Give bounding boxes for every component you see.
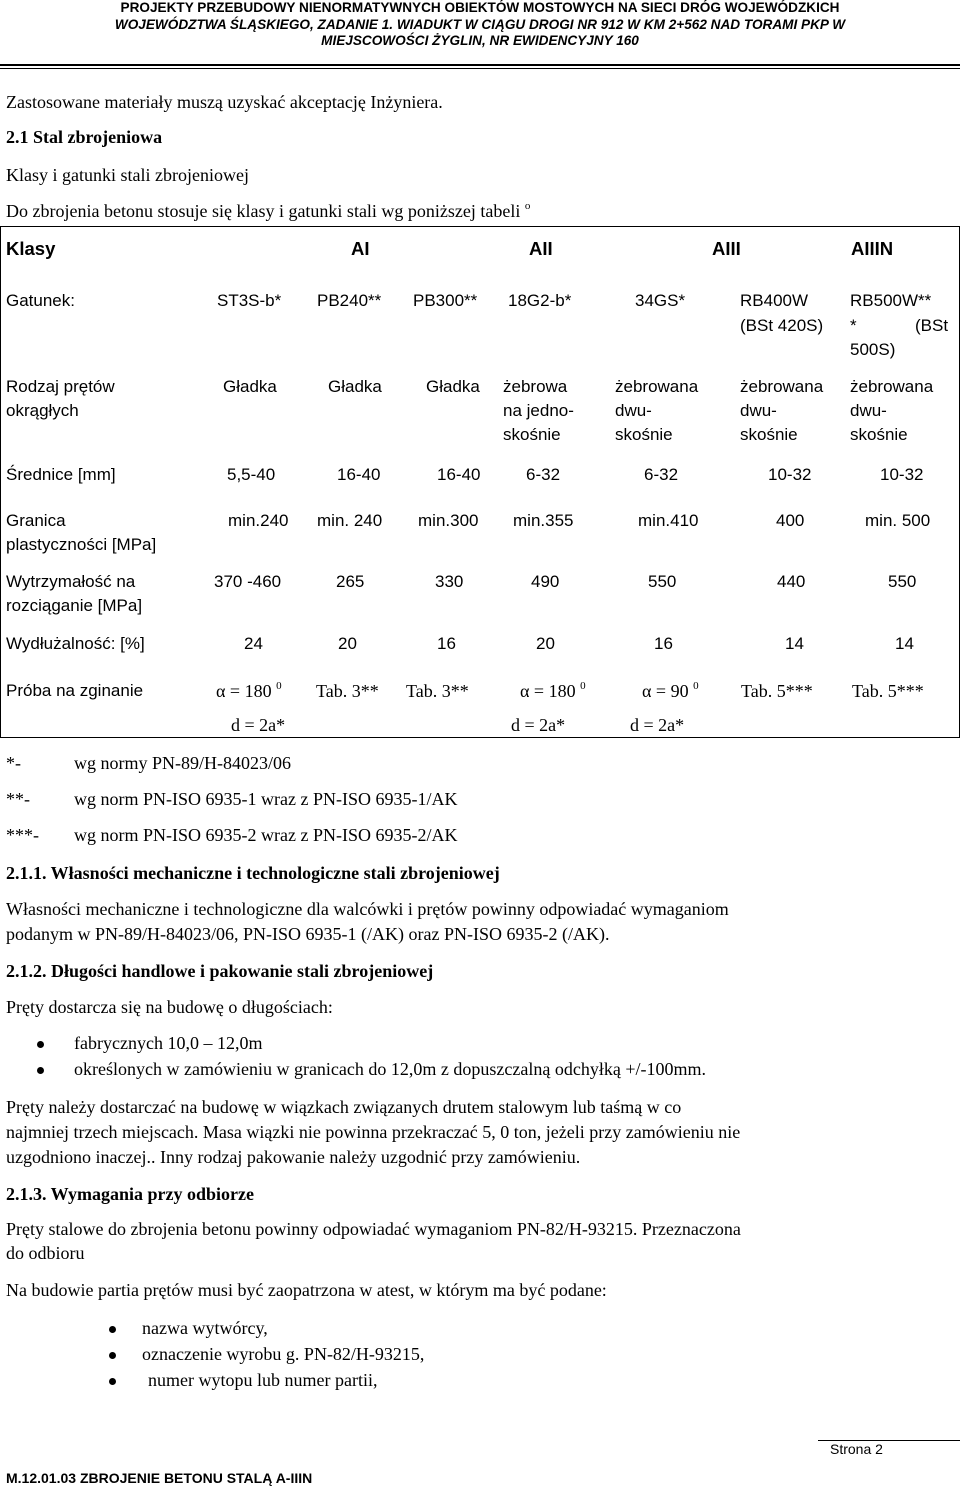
proba-4-sup: 0 bbox=[580, 680, 586, 692]
packaging-line-3: uzgodniono inaczej.. Inny rodzaj pakowanie należy uzgodnić przy zamówieniu. bbox=[6, 1147, 581, 1167]
proba-5-sup: 0 bbox=[693, 680, 699, 692]
granica-5: min.410 bbox=[638, 511, 699, 530]
proba-d-5: d = 2a* bbox=[630, 715, 685, 735]
proba-d-4: d = 2a* bbox=[511, 715, 566, 735]
note-2-mark: **- bbox=[6, 789, 30, 809]
wytrzymalosc-1: 370 -460 bbox=[214, 572, 282, 591]
note-3-mark: ***- bbox=[6, 825, 39, 845]
wytrzymalosc-4: 490 bbox=[531, 572, 560, 591]
rodzaj-4b: na jedno- bbox=[503, 401, 574, 420]
rodzaj-1: Gładka bbox=[223, 377, 277, 396]
acceptance-line-2: do odbioru bbox=[6, 1243, 85, 1263]
gatunek-5: 34GS* bbox=[635, 291, 686, 310]
granica-4: min.355 bbox=[513, 511, 574, 530]
gatunek-7d: 500S) bbox=[850, 340, 896, 359]
srednice-6: 10-32 bbox=[768, 465, 812, 484]
klasa-aii: AII bbox=[529, 238, 553, 259]
note-1-text: wg normy PN-89/H-84023/06 bbox=[74, 753, 291, 773]
gatunek-4: 18G2-b* bbox=[508, 291, 572, 310]
rodzaj-2: Gładka bbox=[328, 377, 382, 396]
gatunek-3: PB300** bbox=[413, 291, 478, 310]
wydluzalnosc-2: 20 bbox=[338, 634, 357, 653]
gatunek-1: ST3S-b* bbox=[217, 291, 282, 310]
classes-intro-sup: o bbox=[524, 200, 531, 212]
atest-bullet-1: nazwa wytwórcy, bbox=[142, 1318, 268, 1338]
section-2-1-3-title: 2.1.3. Wymagania przy odbiorze bbox=[6, 1184, 254, 1204]
wydluzalnosc-3: 16 bbox=[437, 634, 456, 653]
rodzaj-5a: żebrowana bbox=[615, 377, 699, 396]
row-srednice-label: Średnice [mm] bbox=[6, 465, 116, 484]
wydluzalnosc-6: 14 bbox=[785, 634, 804, 653]
rodzaj-4c: skośnie bbox=[503, 425, 561, 444]
atest-bullet-2: oznaczenie wyrobu g. PN-82/H-93215, bbox=[142, 1344, 425, 1364]
header-line-2: WOJEWÓDZTWA ŚLĄSKIEGO, ZADANIE 1. WIADUKT W CIĄGU DROGI NR 912 W KM 2+562 NAD TORAMI PKP W bbox=[114, 16, 846, 32]
gatunek-7c: (BSt bbox=[915, 316, 949, 335]
wytrzymalosc-5: 550 bbox=[648, 572, 677, 591]
wytrzymalosc-6: 440 bbox=[777, 572, 806, 591]
gatunek-6: RB400W bbox=[740, 291, 809, 310]
bullet-icon bbox=[109, 1378, 116, 1385]
packaging-line-1: Pręty należy dostarczać na budowę w wiązkach związanych drutem stalowym lub taśmą w co bbox=[6, 1097, 682, 1117]
rodzaj-7a: żebrowana bbox=[850, 377, 934, 396]
gatunek-7: RB500W** bbox=[850, 291, 932, 310]
rodzaj-6c: skośnie bbox=[740, 425, 798, 444]
wytrzymalosc-3: 330 bbox=[435, 572, 464, 591]
granica-7: min. 500 bbox=[865, 511, 931, 530]
rodzaj-4a: żebrowa bbox=[503, 377, 568, 396]
header-line-3: MIEJSCOWOŚCI ŻYGLIN, NR EWIDENCYJNY 160 bbox=[321, 33, 639, 48]
row-klasy-label: Klasy bbox=[6, 238, 56, 259]
gatunek-2: PB240** bbox=[317, 291, 382, 310]
wytrzymalosc-7: 550 bbox=[888, 572, 917, 591]
granica-3: min.300 bbox=[418, 511, 479, 530]
header-rule bbox=[0, 64, 960, 66]
document-code: M.12.01.03 ZBROJENIE BETONU STALĄ A-IIIN bbox=[6, 1470, 313, 1486]
klasa-aiiin: AIIIN bbox=[851, 238, 894, 259]
section-2-1-1-line-1: Własności mechaniczne i technologiczne dla walcówki i prętów powinny odpowiadać wymaganiom bbox=[6, 899, 729, 919]
row-wytrzymalosc-label-2: rozciąganie [MPa] bbox=[6, 596, 143, 615]
section-2-1-1-line-2: podanym w PN-89/H-84023/06, PN-ISO 6935-1 (/AK) oraz PN-ISO 6935-2 (/AK). bbox=[6, 924, 610, 944]
wydluzalnosc-5: 16 bbox=[654, 634, 673, 653]
steel-classes-table bbox=[0, 226, 960, 738]
atest-bullet-3: numer wytopu lub numer partii, bbox=[148, 1370, 378, 1390]
section-2-1-2-intro: Pręty dostarcza się na budowę o długościach: bbox=[6, 997, 333, 1017]
srednice-5: 6-32 bbox=[644, 465, 679, 484]
srednice-3: 16-40 bbox=[437, 465, 481, 484]
rodzaj-7c: skośnie bbox=[850, 425, 908, 444]
proba-5-text: α = 90 bbox=[642, 681, 689, 701]
granica-6: 400 bbox=[776, 511, 805, 530]
row-proba-label: Próba na zginanie bbox=[6, 681, 144, 700]
proba-4-text: α = 180 bbox=[520, 681, 576, 701]
proba-4 bbox=[520, 679, 586, 703]
section-2-1-title: 2.1 Stal zbrojeniowa bbox=[6, 127, 163, 147]
bullet-icon bbox=[109, 1326, 116, 1333]
proba-1-sup: 0 bbox=[276, 680, 282, 692]
classes-intro bbox=[6, 199, 530, 223]
intro-text: Zastosowane materiały muszą uzyskać akceptację Inżyniera. bbox=[6, 92, 443, 112]
rodzaj-5b: dwu- bbox=[615, 401, 652, 420]
wydluzalnosc-4: 20 bbox=[536, 634, 555, 653]
proba-1-text: α = 180 bbox=[216, 681, 272, 701]
granica-2: min. 240 bbox=[317, 511, 383, 530]
section-2-1-1-title: 2.1.1. Własności mechaniczne i technologiczne stali zbrojeniowej bbox=[6, 863, 500, 883]
length-bullet-1: fabrycznych 10,0 – 12,0m bbox=[74, 1033, 263, 1053]
classes-title: Klasy i gatunki stali zbrojeniowej bbox=[6, 165, 249, 185]
srednice-1: 5,5-40 bbox=[227, 465, 276, 484]
row-granica-label-1: Granica bbox=[6, 511, 66, 530]
note-2-text: wg norm PN-ISO 6935-1 wraz z PN-ISO 6935-1/AK bbox=[74, 789, 458, 809]
page-number: Strona 2 bbox=[830, 1441, 883, 1457]
granica-1: min.240 bbox=[228, 511, 289, 530]
proba-6: Tab. 5*** bbox=[741, 681, 813, 701]
rodzaj-7b: dwu- bbox=[850, 401, 887, 420]
section-2-1-2-title: 2.1.2. Długości handlowe i pakowanie stali zbrojeniowej bbox=[6, 961, 434, 981]
proba-3: Tab. 3** bbox=[406, 681, 469, 701]
srednice-4: 6-32 bbox=[526, 465, 561, 484]
note-3-text: wg norm PN-ISO 6935-2 wraz z PN-ISO 6935-2/AK bbox=[74, 825, 458, 845]
row-rodzaj-label-1: Rodzaj prętów bbox=[6, 377, 115, 396]
acceptance-intro: Na budowie partia prętów musi być zaopatrzona w atest, w którym ma być podane: bbox=[6, 1280, 607, 1300]
document-header bbox=[0, 0, 960, 50]
bullet-icon bbox=[109, 1352, 116, 1359]
klasa-ai: AI bbox=[351, 238, 370, 259]
acceptance-line-1: Pręty stalowe do zbrojenia betonu powinny odpowiadać wymaganiom PN-82/H-93215. Przeznaczona bbox=[6, 1219, 741, 1239]
rodzaj-6b: dwu- bbox=[740, 401, 777, 420]
classes-intro-text: Do zbrojenia betonu stosuje się klasy i gatunki stali wg poniższej tabeli bbox=[6, 201, 521, 221]
rodzaj-6a: żebrowana bbox=[740, 377, 824, 396]
gatunek-7b: * bbox=[850, 316, 857, 335]
header-rule-thin bbox=[0, 68, 960, 69]
proba-1 bbox=[216, 679, 282, 703]
srednice-7: 10-32 bbox=[880, 465, 924, 484]
note-1-mark: *- bbox=[6, 753, 21, 773]
rodzaj-5c: skośnie bbox=[615, 425, 673, 444]
gatunek-6b: (BSt 420S) bbox=[740, 316, 824, 335]
proba-5 bbox=[642, 679, 699, 703]
rodzaj-3: Gładka bbox=[426, 377, 480, 396]
row-wytrzymalosc-label-1: Wytrzymałość na bbox=[6, 572, 136, 591]
row-rodzaj-label-2: okrągłych bbox=[6, 401, 79, 420]
bullet-icon bbox=[37, 1041, 44, 1048]
proba-d-1: d = 2a* bbox=[231, 715, 286, 735]
row-gatunek-label: Gatunek: bbox=[6, 291, 75, 310]
wytrzymalosc-2: 265 bbox=[336, 572, 365, 591]
proba-7: Tab. 5*** bbox=[852, 681, 924, 701]
klasa-aiii: AIII bbox=[712, 238, 741, 259]
proba-2: Tab. 3** bbox=[316, 681, 379, 701]
packaging-line-2: najmniej trzech miejscach. Masa wiązki nie powinna przekraczać 5, 0 ton, jeżeli przy zamówieniu nie bbox=[6, 1122, 741, 1142]
wydluzalnosc-7: 14 bbox=[895, 634, 914, 653]
row-wydluzalnosc-label: Wydłużalność: [%] bbox=[6, 634, 145, 653]
header-line-1: PROJEKTY PRZEBUDOWY NIENORMATYWNYCH OBIEKTÓW MOSTOWYCH NA SIECI DRÓG WOJEWÓDZKICH bbox=[120, 0, 840, 15]
wydluzalnosc-1: 24 bbox=[244, 634, 263, 653]
srednice-2: 16-40 bbox=[337, 465, 381, 484]
row-granica-label-2: plastyczności [MPa] bbox=[6, 535, 157, 554]
length-bullet-2: określonych w zamówieniu w granicach do 12,0m z dopuszczalną odchyłką +/-100mm. bbox=[74, 1059, 706, 1079]
bullet-icon bbox=[37, 1067, 44, 1074]
